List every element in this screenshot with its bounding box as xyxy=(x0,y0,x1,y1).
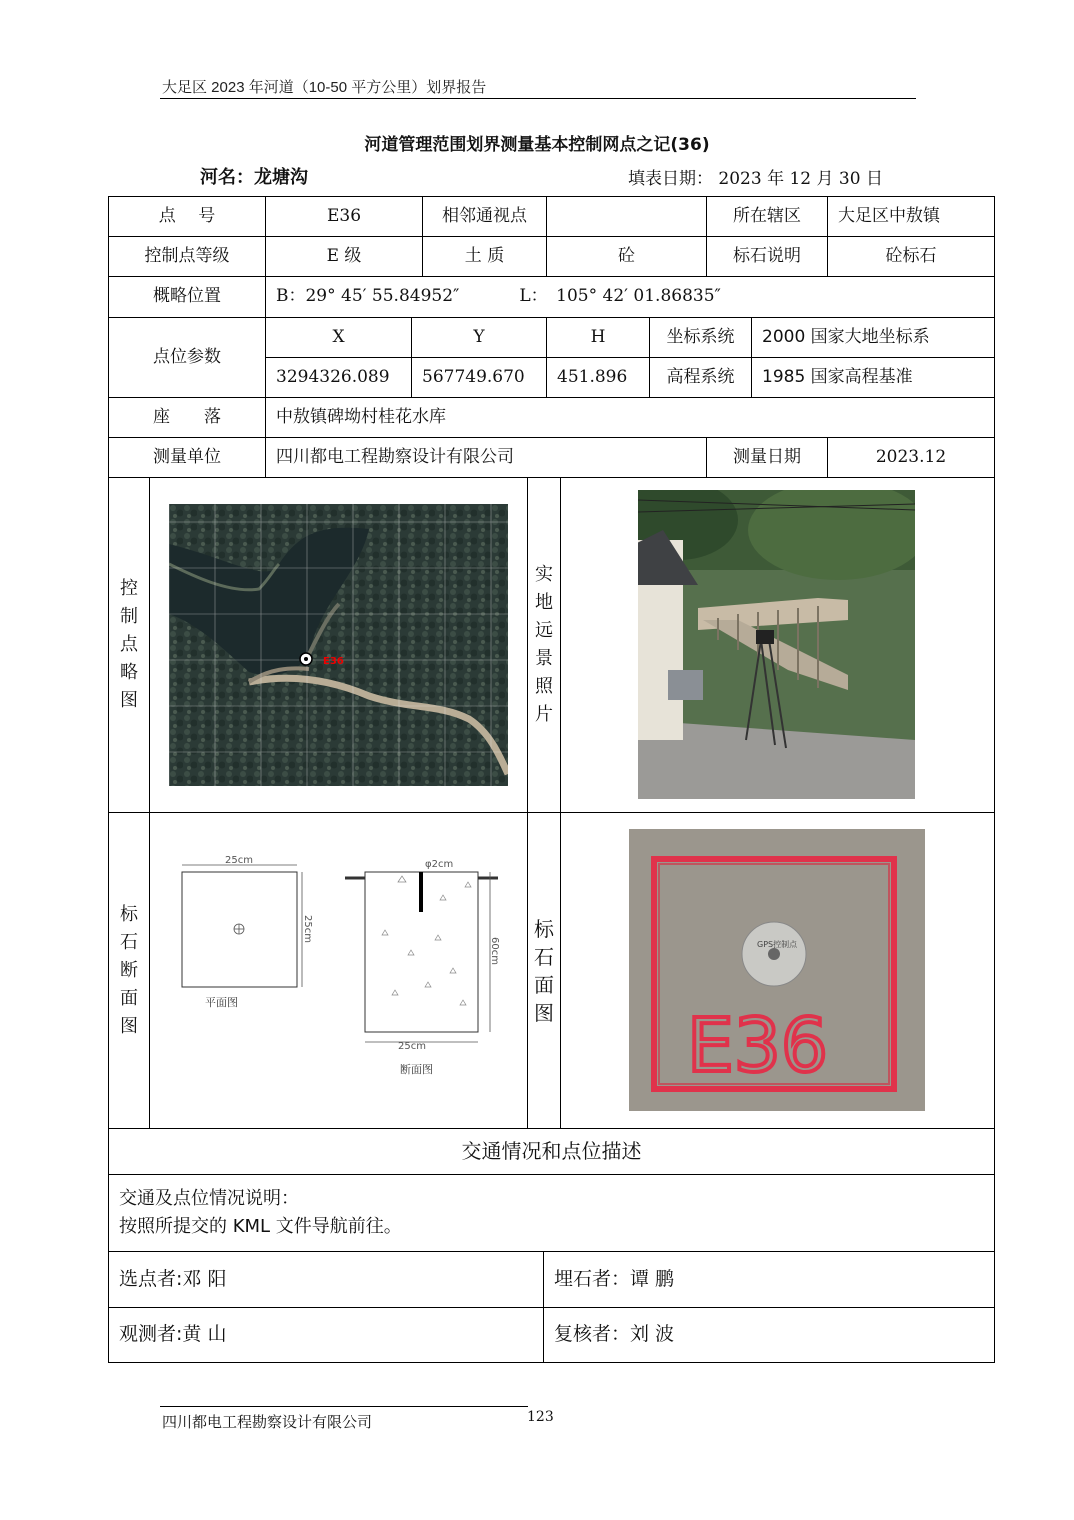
x-value: 3294326.089 xyxy=(265,357,412,398)
plan-width: 25cm xyxy=(225,855,253,866)
plan-height: 25cm xyxy=(302,915,313,943)
coord-sys-value: 2000 国家大地坐标系 xyxy=(751,317,995,358)
district-label: 所在辖区 xyxy=(706,196,828,237)
longitude: L： 105° 42′ 01.86835″ xyxy=(519,286,721,307)
marker-label: 标石说明 xyxy=(706,236,828,277)
disc-text: GPS控制点 xyxy=(757,940,798,949)
latitude: B：29° 45′ 55.84952″ xyxy=(276,286,460,307)
burier: 埋石者：谭 鹏 xyxy=(543,1251,995,1308)
face-label: 标 石 面 图 xyxy=(527,812,561,1129)
section-label: 标 石 断 面 图 xyxy=(108,812,150,1129)
elev-sys-label: 高程系统 xyxy=(649,357,752,398)
location-label: 概略位置 xyxy=(108,276,266,318)
section-caption: 断面图 xyxy=(400,1063,433,1076)
footer-divider xyxy=(160,1406,528,1407)
field-photo xyxy=(638,490,915,799)
plan-caption: 平面图 xyxy=(205,996,238,1009)
fill-date xyxy=(628,164,883,189)
marker-face-photo xyxy=(629,829,925,1111)
adjacent-value xyxy=(546,196,707,237)
adjacent-label: 相邻通视点 xyxy=(422,196,547,237)
h-label: H xyxy=(546,317,650,358)
soil-value: 砼 xyxy=(546,236,707,277)
seat-value: 中敖镇碑坳村桂花水库 xyxy=(265,397,995,438)
footer-company: 四川都电工程勘察设计有限公司 xyxy=(162,1414,373,1431)
survey-date-value: 2023.12 xyxy=(827,437,995,478)
point-no-label: 点 号 xyxy=(108,196,266,237)
traffic-desc xyxy=(108,1174,995,1252)
grade-value: E 级 xyxy=(265,236,423,277)
unit-label: 测量单位 xyxy=(108,437,266,478)
section-drawing xyxy=(170,855,510,1080)
h-value: 451.896 xyxy=(546,357,650,398)
traffic-desc-label: 交通及点位情况说明： xyxy=(119,1188,299,1209)
elev-sys-value: 1985 国家高程基准 xyxy=(751,357,995,398)
photo-label: 实 地 远 景 照 片 xyxy=(527,477,561,813)
selector: 选点者:邓 阳 xyxy=(108,1251,544,1308)
location-value xyxy=(265,276,995,318)
traffic-desc-text: 按照所提交的 KML 文件导航前往。 xyxy=(119,1216,402,1237)
face-text: E36 xyxy=(687,1003,828,1089)
satellite-map xyxy=(169,504,508,786)
river-label: 河名： xyxy=(200,167,254,188)
seat-label: 座 落 xyxy=(108,397,266,438)
soil-label: 土 质 xyxy=(422,236,547,277)
params-label: 点位参数 xyxy=(108,317,266,398)
marker-value: 砼标石 xyxy=(827,236,995,277)
map-point-label: E36 xyxy=(323,656,344,667)
river-value: 龙塘沟 xyxy=(254,167,308,188)
page-number: 123 xyxy=(527,1409,554,1425)
unit-value: 四川都电工程勘察设计有限公司 xyxy=(265,437,707,478)
point-no: E36 xyxy=(265,196,423,237)
coord-sys-label: 坐标系统 xyxy=(649,317,752,358)
page-title: 河道管理范围划界测量基本控制网点之记(36) xyxy=(364,135,710,155)
y-label: Y xyxy=(411,317,547,358)
section-depth: 60cm xyxy=(489,937,500,965)
fill-date-value: 2023 年 12 月 30 日 xyxy=(718,169,883,189)
header-divider xyxy=(160,98,916,99)
sketch-label: 控 制 点 略 图 xyxy=(108,477,150,813)
report-header: 大足区 2023 年河道（10-50 平方公里）划界报告 xyxy=(162,79,487,96)
section-top: φ2cm xyxy=(425,859,454,870)
river-name xyxy=(200,163,308,189)
x-label: X xyxy=(265,317,412,358)
survey-date-label: 测量日期 xyxy=(706,437,828,478)
traffic-title: 交通情况和点位描述 xyxy=(108,1128,995,1175)
district-value: 大足区中敖镇 xyxy=(827,196,995,237)
y-value: 567749.670 xyxy=(411,357,547,398)
fill-date-label: 填表日期： xyxy=(628,169,713,189)
reviewer: 复核者：刘 波 xyxy=(543,1307,995,1363)
observer: 观测者:黄 山 xyxy=(108,1307,544,1363)
grade-label: 控制点等级 xyxy=(108,236,266,277)
section-width: 25cm xyxy=(398,1041,426,1052)
